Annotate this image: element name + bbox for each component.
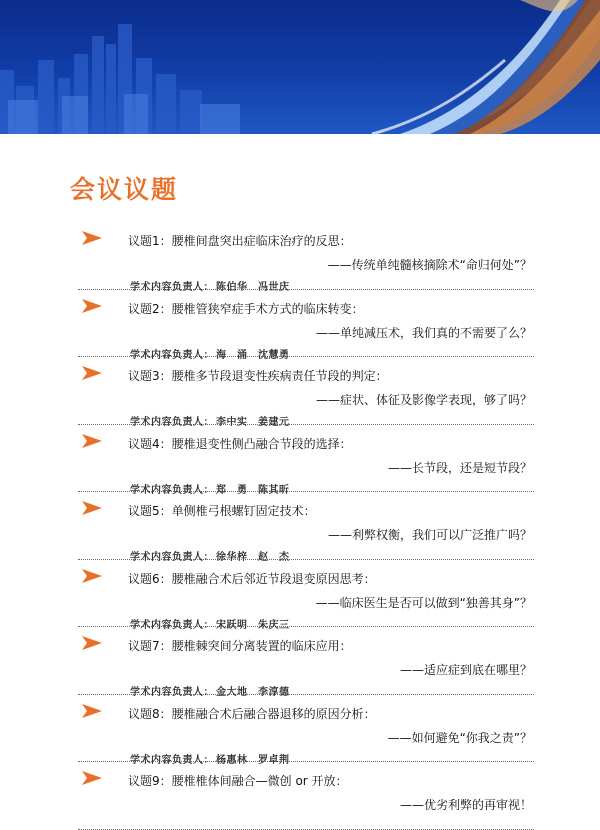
responsible-label: 学术内容负责人： [130,417,214,428]
arrow-bullet-icon [82,231,102,245]
agenda-subtopic: ——传统单纯髓核摘除术“命归何处”？ [327,258,532,272]
responsible-label: 学术内容负责人： [130,349,214,361]
responsible-names: 陈伯华 冯世庆 [216,282,290,293]
agenda-item [78,290,534,361]
arrow-bullet-icon [82,366,102,380]
agenda-subtopic: ——临床医生是否可以做到“独善其身”？ [315,595,532,610]
responsible-label: 学术内容负责人： [130,282,214,293]
agenda-subtopic: ——优劣利弊的再审视！ [399,798,532,812]
agenda-topic: 议题6：腰椎融合术后邻近节段退变原因思考： [128,571,376,586]
agenda-topic: 议题8：腰椎融合术后融合器退移的原因分析： [128,706,376,721]
responsible-names: 李中实 姜建元 [216,417,290,428]
agenda-subtopic: ——单纯减压术，我们真的不需要了么？ [315,325,532,340]
responsible-names: 宋跃明 朱庆三 [216,619,290,631]
agenda-subtopic: ——如何避免“你我之责”？ [387,730,532,745]
agenda-item [78,560,534,631]
responsible-names: 郑 勇 陈其昕 [216,484,290,496]
agenda-topic: 议题2：腰椎管狭窄症手术方式的临床转变： [128,301,364,316]
agenda-subtopic: ——长节段，还是短节段？ [387,460,532,475]
agenda-subtopic: ——适应症到底在哪里？ [399,663,532,677]
responsible-names: 金大地 李淳德 [216,687,290,698]
arrow-bullet-icon [82,704,102,718]
city-skyline-graphic [0,0,600,134]
agenda-item [78,695,534,766]
agenda-topic: 议题9：腰椎椎体间融合—微创 or 开放： [128,774,348,788]
section-title: 会议议题 [70,175,179,204]
responsible-label: 学术内容负责人： [130,619,214,631]
arrow-bullet-icon [82,771,102,785]
arrow-bullet-icon [82,636,102,650]
agenda-item [78,357,534,428]
responsible-names: 徐华梓 赵 杰 [216,552,290,563]
agenda-topic: 议题3：腰椎多节段退变性疾病责任节段的判定： [128,369,388,383]
agenda-topic: 议题7：腰椎棘突间分离装置的临床应用： [128,639,352,653]
responsible-names: 杨惠林 罗卓荆 [216,754,290,766]
agenda-subtopic: ——利弊权衡，我们可以广泛推广吗？ [327,528,532,542]
responsible-label: 学术内容负责人： [130,552,214,563]
agenda-item [78,222,534,293]
agenda-subtopic: ——症状、体征及影像学表现，够了吗？ [315,393,532,407]
arrow-bullet-icon [82,434,102,448]
responsible-label: 学术内容负责人： [130,687,214,698]
responsible-label: 学术内容负责人： [130,754,214,766]
arrow-bullet-icon [82,501,102,515]
agenda-item [78,425,534,496]
agenda-item [78,762,534,830]
agenda-topic: 议题5：单侧椎弓根螺钉固定技术： [128,504,316,518]
agenda-topic: 议题1：腰椎间盘突出症临床治疗的反思： [128,234,352,248]
agenda-topic: 议题4：腰椎退变性侧凸融合节段的选择： [128,436,352,451]
responsible-names: 海 涌 沈慧勇 [216,349,290,361]
agenda-item [78,492,534,563]
responsible-label: 学术内容负责人： [130,484,214,496]
agenda-item [78,627,534,698]
arrow-bullet-icon [82,299,102,313]
agenda-list [78,222,534,830]
header-banner [0,0,600,134]
arrow-bullet-icon [82,569,102,583]
